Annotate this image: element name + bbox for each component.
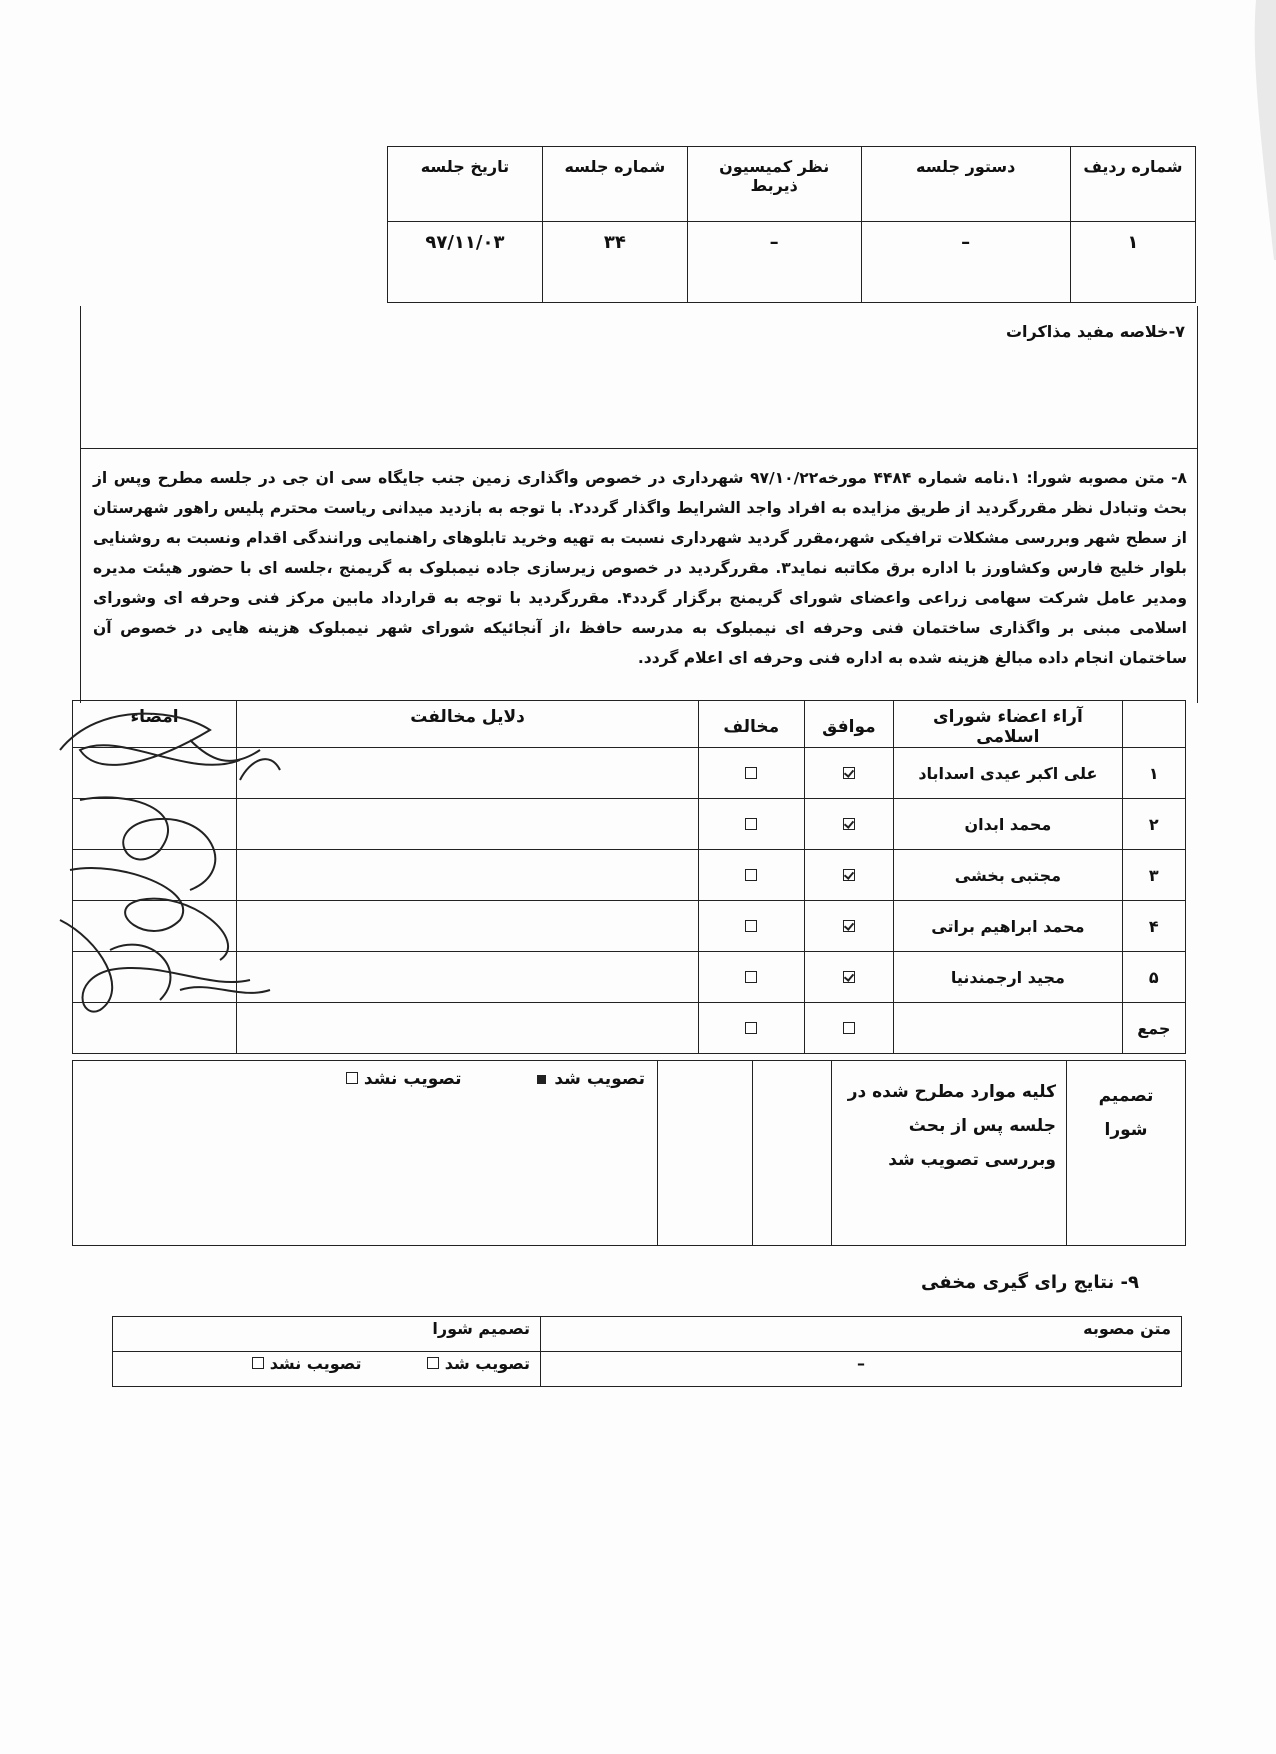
decision-label: تصمیم شورا bbox=[1067, 1061, 1186, 1246]
resolution-box bbox=[80, 448, 1198, 703]
reason-cell bbox=[237, 850, 699, 901]
secret-vote-title: ۹- نتایج رای گیری مخفی bbox=[921, 1272, 1139, 1293]
session-number-header: شماره جلسه bbox=[542, 147, 687, 222]
rejected-label: تصویب نشد bbox=[363, 1069, 462, 1089]
oppose-checkbox[interactable] bbox=[745, 971, 757, 983]
secret-approved-label: تصویب شد bbox=[444, 1354, 530, 1373]
oppose-header: مخالف bbox=[698, 701, 804, 748]
approved-option bbox=[532, 1069, 645, 1089]
signature-cell bbox=[73, 799, 237, 850]
approved-checkbox[interactable] bbox=[537, 1075, 546, 1084]
secret-approved-checkbox[interactable] bbox=[427, 1357, 439, 1369]
council-votes-table bbox=[72, 700, 1186, 1054]
reasons-header: دلایل مخالفت bbox=[237, 701, 699, 748]
row-number-cell: ۱ bbox=[1070, 222, 1195, 303]
member-name: علی اکبر عیدی اسداباد bbox=[894, 748, 1122, 799]
reason-cell bbox=[237, 952, 699, 1003]
oppose-checkbox[interactable] bbox=[745, 920, 757, 932]
secret-rejected-option bbox=[252, 1354, 361, 1373]
resolution-text-header: متن مصوبه bbox=[541, 1317, 1182, 1352]
reason-cell bbox=[237, 748, 699, 799]
total-label: جمع bbox=[1122, 1003, 1185, 1054]
vote-row-number: ۵ bbox=[1122, 952, 1185, 1003]
negotiations-summary-box bbox=[80, 306, 1198, 449]
vote-row-number: ۴ bbox=[1122, 901, 1185, 952]
vote-row bbox=[73, 952, 1186, 1003]
row-number-header: شماره ردیف bbox=[1070, 147, 1195, 222]
vote-row bbox=[73, 748, 1186, 799]
member-name: مجید ارجمندنیا bbox=[894, 952, 1122, 1003]
total-agree-checkbox[interactable] bbox=[843, 1022, 855, 1034]
total-name-cell bbox=[894, 1003, 1122, 1054]
vote-row-number: ۱ bbox=[1122, 748, 1185, 799]
negotiations-summary-title: ۷-خلاصه مفید مذاکرات bbox=[1005, 322, 1185, 341]
decision-agree-cell bbox=[753, 1061, 832, 1246]
session-info-table bbox=[387, 146, 1196, 303]
secret-rejected-label: تصویب نشد bbox=[269, 1354, 362, 1373]
member-name: محمد ابدان bbox=[894, 799, 1122, 850]
page-edge-shadow bbox=[1216, 0, 1276, 260]
total-signature-cell bbox=[73, 1003, 237, 1054]
secret-approved-option bbox=[422, 1354, 530, 1373]
vote-row bbox=[73, 799, 1186, 850]
secret-decision-cell bbox=[113, 1352, 541, 1387]
agree-checkbox[interactable] bbox=[843, 818, 855, 830]
total-row bbox=[73, 1003, 1186, 1054]
member-name: محمد ابراهیم براتی bbox=[894, 901, 1122, 952]
votes-num-header bbox=[1122, 701, 1185, 748]
signature-header: امضاء bbox=[73, 701, 237, 748]
resolution-text-value: – bbox=[541, 1352, 1182, 1387]
session-number-cell: ۳۴ bbox=[542, 222, 687, 303]
reason-cell bbox=[237, 799, 699, 850]
agenda-cell: – bbox=[861, 222, 1070, 303]
commission-opinion-header: نظر کمیسیون ذیربط bbox=[687, 147, 861, 222]
reason-cell bbox=[237, 901, 699, 952]
council-decision-table bbox=[72, 1060, 1186, 1246]
session-date-cell: ۹۷/۱۱/۰۳ bbox=[388, 222, 543, 303]
secret-vote-table bbox=[112, 1316, 1182, 1387]
decision-result-cell bbox=[73, 1061, 658, 1246]
decision-text: کلیه موارد مطرح شده در جلسه پس از بحث وبررسی تصویب شد bbox=[832, 1061, 1067, 1246]
commission-opinion-cell: – bbox=[687, 222, 861, 303]
secret-rejected-checkbox[interactable] bbox=[252, 1357, 264, 1369]
vote-row bbox=[73, 850, 1186, 901]
signature-cell bbox=[73, 748, 237, 799]
signature-cell bbox=[73, 850, 237, 901]
agree-header: موافق bbox=[804, 701, 894, 748]
resolution-text: ۸- متن مصوبه شورا: ۱.نامه شماره ۴۴۸۴ مورخه۹۷/۱۰/۲۲ شهرداری در خصوص واگذاری زمین جنب جایگاه سی ان جی در جلسه مطرح وپس از بحث وتبادل نظر مقررگردید از طریق مزایده به افراد واجد الشرایط واگذار گردد۲. با توجه به بازدید میدانی ریاست محترم پلیس راهور شهرستان از سطح شهر وبررسی مشکلات ترافیکی شهر،مقرر گردید شهرداری نسبت به تهیه وخرید تابلوهای راهنمایی ورانندگی اقدام ونسبت به روشنایی بلوار خلیج فارس وکشاورز با اداره برق مکاتبه نماید۳. مقررگردید در خصوص زیرسازی جاده نیمبلوک به گریمنج ،جلسه ای با حضور هیئت مدیره ومدیر عامل شرکت سهامی زراعی واعضای شورای گریمنج برگزار گردد۴. مقررگردید با توجه به قرارداد مابین مرکز فنی وحرفه ای وشورای اسلامی مبنی بر واگذاری ساختمان فنی وحرفه ای نیمبلوک به مدرسه حافظ ،از آنجائیکه شورای شهر نیمبلوک هزینه هایی در خصوص آن ساختمان انجام داده مبالغ هزینه شده به اداره فنی وحرفه ای اعلام گردد. bbox=[93, 469, 1188, 667]
oppose-checkbox[interactable] bbox=[745, 818, 757, 830]
session-date-header: تاریخ جلسه bbox=[388, 147, 543, 222]
agree-checkbox[interactable] bbox=[843, 920, 855, 932]
rejected-checkbox[interactable] bbox=[346, 1072, 358, 1084]
agree-checkbox[interactable] bbox=[843, 767, 855, 779]
agree-checkbox[interactable] bbox=[843, 971, 855, 983]
signature-cell bbox=[73, 952, 237, 1003]
vote-row-number: ۲ bbox=[1122, 799, 1185, 850]
decision-oppose-cell bbox=[658, 1061, 753, 1246]
rejected-option bbox=[346, 1069, 462, 1089]
vote-row bbox=[73, 901, 1186, 952]
total-reason-cell bbox=[237, 1003, 699, 1054]
member-name: مجتبی بخشی bbox=[894, 850, 1122, 901]
oppose-checkbox[interactable] bbox=[745, 869, 757, 881]
agree-checkbox[interactable] bbox=[843, 869, 855, 881]
council-decision-header: تصمیم شورا bbox=[113, 1317, 541, 1352]
agenda-header: دستور جلسه bbox=[861, 147, 1070, 222]
vote-row-number: ۳ bbox=[1122, 850, 1185, 901]
members-header: آراء اعضاء شورای اسلامی bbox=[894, 701, 1122, 748]
oppose-checkbox[interactable] bbox=[745, 767, 757, 779]
approved-label: تصویب شد bbox=[554, 1069, 645, 1089]
total-oppose-checkbox[interactable] bbox=[745, 1022, 757, 1034]
signature-cell bbox=[73, 901, 237, 952]
